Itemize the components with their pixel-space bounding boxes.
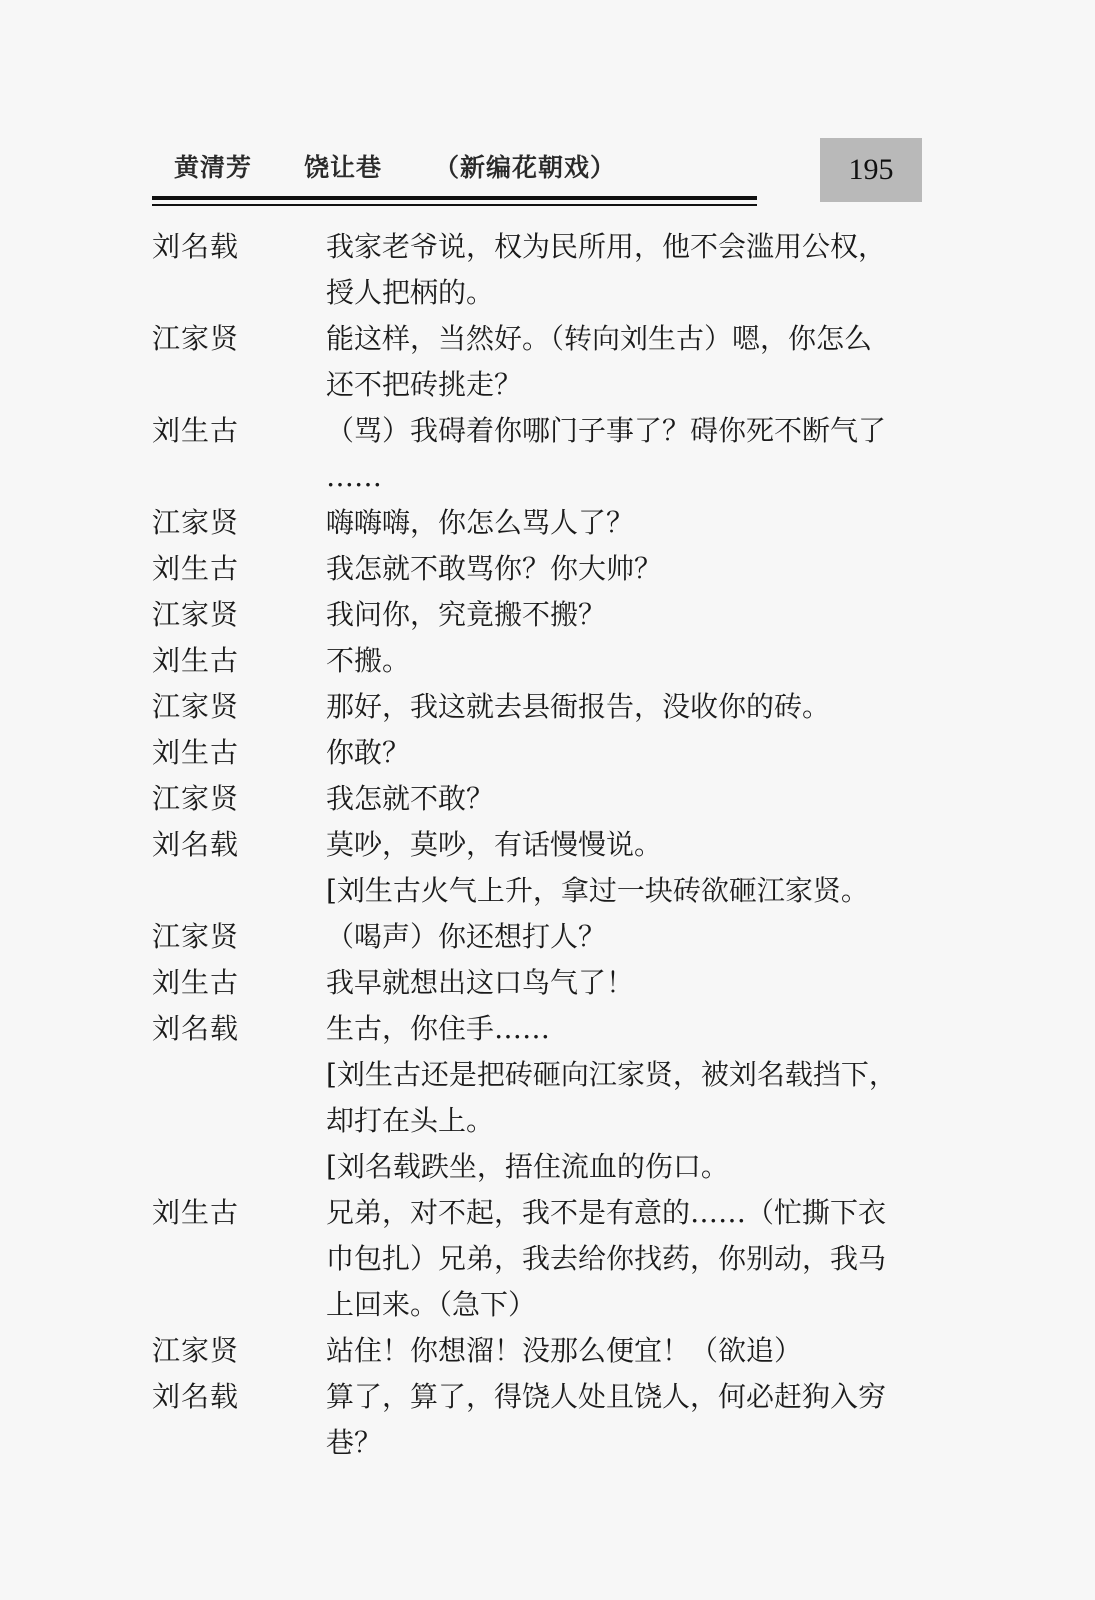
dialogue-line [152,224,932,270]
dialogue-line [152,684,932,730]
header-text [152,148,616,184]
line-text: 巾包扎）兄弟，我去给你找药，你别动，我马 [326,1242,887,1275]
speaker-name: 刘名载 [152,230,240,263]
dialogue-line [152,316,932,362]
dialogue-line [152,454,932,500]
page-number-box [820,138,922,202]
line-text: 我早就想出这口鸟气了！ [326,966,635,999]
line-text: 授人把柄的。 [326,276,495,309]
line-text: 能这样，当然好。（转向刘生古）嗯，你怎么 [326,322,873,355]
line-text: 我问你，究竟搬不搬？ [326,598,607,631]
dialogue-line [152,362,932,408]
line-text: 兄弟，对不起，我不是有意的……（忙撕下衣 [326,1196,887,1229]
header-subtitle: （新编花朝戏） [434,153,617,182]
header-rule-thick [152,196,757,200]
page-number: 195 [848,153,894,186]
dialogue-line [152,822,932,868]
speaker-name: 刘生古 [152,966,240,999]
dialogue-line [152,500,932,546]
line-text: …… [326,460,382,493]
line-text: 算了，算了，得饶人处且饶人，何必赶狗入穷 [326,1380,887,1413]
dialogue-line [152,408,932,454]
dialogue-line [152,546,932,592]
speaker-name: 刘生古 [152,1196,240,1229]
speaker-name: 江家贤 [152,920,240,953]
dialogue-line [152,270,932,316]
dialogue-line [152,1144,932,1190]
speaker-name: 刘生古 [152,736,240,769]
speaker-name: 江家贤 [152,506,240,539]
line-text: 那好，我这就去县衙报告，没收你的砖。 [326,690,831,723]
dialogue-line [152,638,932,684]
dialogue-line [152,592,932,638]
dialogue-line [152,776,932,822]
speaker-name: 江家贤 [152,322,240,355]
speaker-name: 刘生古 [152,552,240,585]
script-body [152,224,932,1466]
speaker-name: 江家贤 [152,598,240,631]
line-text: 站住！你想溜！没那么便宜！（欲追） [326,1334,803,1367]
speaker-name: 刘名载 [152,1012,240,1045]
dialogue-line [152,914,932,960]
dialogue-line [152,1098,932,1144]
speaker-name: 刘生古 [152,414,240,447]
speaker-name: 江家贤 [152,690,240,723]
dialogue-line [152,1006,932,1052]
line-text: 上回来。（急下） [326,1288,537,1321]
line-text: 生古，你住手…… [326,1012,551,1045]
line-text: [刘生古还是把砖砸向江家贤，被刘名载挡下， [326,1058,897,1091]
dialogue-line [152,960,932,1006]
line-text: 还不把砖挑走？ [326,368,523,401]
running-header [152,138,922,208]
line-text: [刘名载跌坐，捂住流血的伤口。 [326,1150,729,1183]
speaker-name: 江家贤 [152,782,240,815]
line-text: 嗨嗨嗨，你怎么骂人了？ [326,506,635,539]
dialogue-line [152,868,932,914]
header-author: 黄清芳 [174,153,253,182]
line-text: （喝声）你还想打人？ [326,920,607,953]
dialogue-line [152,1420,932,1466]
dialogue-line [152,1282,932,1328]
line-text: [刘生古火气上升，拿过一块砖欲砸江家贤。 [326,874,869,907]
dialogue-line [152,1374,932,1420]
speaker-name: 刘名载 [152,828,240,861]
header-title: 饶让巷 [304,153,383,182]
line-text: 我怎就不敢？ [326,782,495,815]
line-text: 你敢？ [326,736,411,769]
line-text: 巷？ [326,1426,383,1459]
dialogue-line [152,730,932,776]
line-text: 却打在头上。 [326,1104,495,1137]
dialogue-line [152,1052,932,1098]
dialogue-line [152,1328,932,1374]
line-text: 莫吵，莫吵，有话慢慢说。 [326,828,663,861]
header-rule-thin [152,204,757,206]
line-text: （骂）我碍着你哪门子事了？碍你死不断气了 [326,414,887,447]
dialogue-line [152,1190,932,1236]
speaker-name: 刘名载 [152,1380,240,1413]
speaker-name: 刘生古 [152,644,240,677]
line-text: 不搬。 [326,644,411,677]
dialogue-line [152,1236,932,1282]
speaker-name: 江家贤 [152,1334,240,1367]
line-text: 我怎就不敢骂你？你大帅？ [326,552,663,585]
line-text: 我家老爷说，权为民所用，他不会滥用公权， [326,230,887,263]
